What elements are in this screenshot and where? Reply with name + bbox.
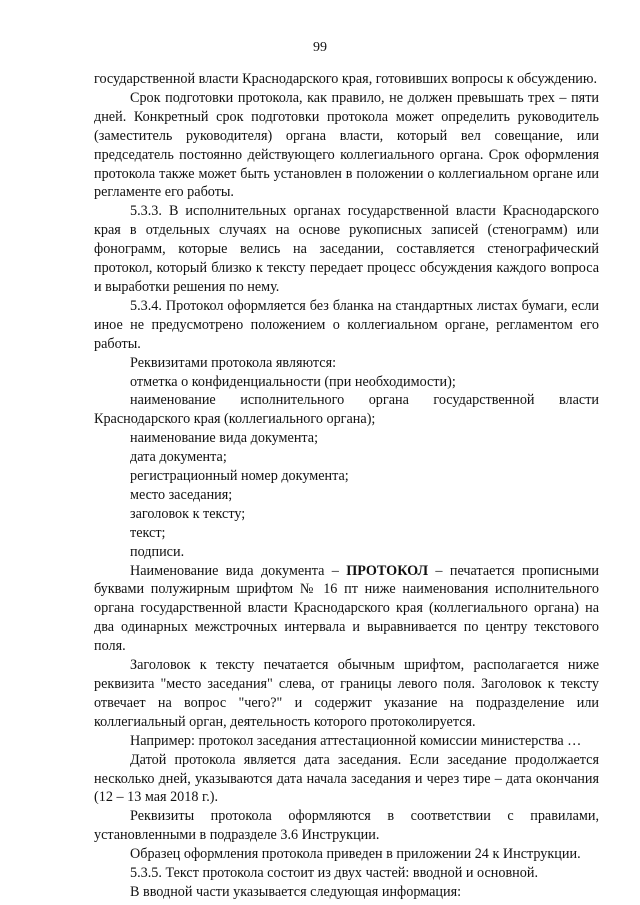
requisite-item: подписи. [130,543,185,560]
paragraph-sample: Образец оформления протокола приведен в приложении 24 к Инструкции. [130,846,581,863]
document-body [94,70,599,902]
requisite-item: дата документа; [130,449,227,466]
paragraph-5-3-4: 5.3.4. Протокол оформляется без бланка на стандартных листах бумаги, если иное не предусмотрено положением о коллегиальном органе, регламентом его работы. [94,297,599,352]
paragraph-5-3-5: 5.3.5. Текст протокола состоит из двух частей: вводной и основной. [130,865,539,882]
requisite-item: заголовок к тексту; [130,505,246,522]
requisite-item: наименование исполнительного органа государственной власти Краснодарского края (коллегиального органа); [94,392,599,428]
paragraph-deadline: Срок подготовки протокола, как правило, не должен превышать трех – пяти дней. Конкретный срок подготовки протокола может определить руководитель (заместитель руководителя) органа власти, который вел совещание, или председатель постоянно действующего коллегиального органа. Срок оформления протокола также может быть установлен в положении о коллегиальном органе или регламенте его работы. [94,89,599,201]
document-type-rest: – печатается прописными буквами полужирным шрифтом № 16 пт ниже наименования исполнительного органа государственной власти Краснодарского края (коллегиального органа) на два одинарных межстрочных интервала и выравнивается по центру текстового поля. [94,562,599,655]
requisite-item: текст; [130,524,166,541]
requisite-item: наименование вида документа; [130,430,319,447]
requisite-item: отметка о конфиденциальности (при необходимости); [130,373,456,390]
paragraph-intro-part: В вводной части указывается следующая информация: [130,883,462,900]
paragraph-heading-rules: Заголовок к тексту печатается обычным шрифтом, располагается ниже реквизита "место заседания" слева, от границы левого поля. Заголовок к тексту отвечает на вопрос "чего?" и содержит указание на подразделение или коллегиальный орган, деятельность которого протоколируется. [94,657,599,730]
page-number: 99 [313,40,327,55]
paragraph-date: Датой протокола является дата заседания. Если заседание продолжается несколько дней, указываются дата начала заседания и через тире – дата окончания (12 – 13 мая 2018 г.). [94,751,599,806]
paragraph-5-3-3: 5.3.3. В исполнительных органах государственной власти Краснодарского края в отдельных случаях на основе рукописных записей (стенограмм) или фонограмм, которые велись на заседании, составляется стенографический протокол, который близко к тексту передает процесс обсуждения каждого вопроса и выработки решения по нему. [94,203,599,295]
requisite-item: регистрационный номер документа; [130,468,349,485]
document-type-bold: ПРОТОКОЛ [346,562,429,579]
paragraph-example: Например: протокол заседания аттестационной комиссии министерства … [130,732,582,749]
paragraph-continuation: государственной власти Краснодарского края, готовивших вопросы к обсуждению. [94,71,598,87]
document-type-text: Наименование вида документа – [130,562,347,579]
requisite-item: место заседания; [130,486,233,503]
paragraph-requisites-intro: Реквизитами протокола являются: [130,354,337,371]
paragraph-document-type [94,562,599,657]
paragraph-requisites-format: Реквизиты протокола оформляются в соответствии с правилами, установленными в подразделе 3.6 Инструкции. [94,808,599,844]
